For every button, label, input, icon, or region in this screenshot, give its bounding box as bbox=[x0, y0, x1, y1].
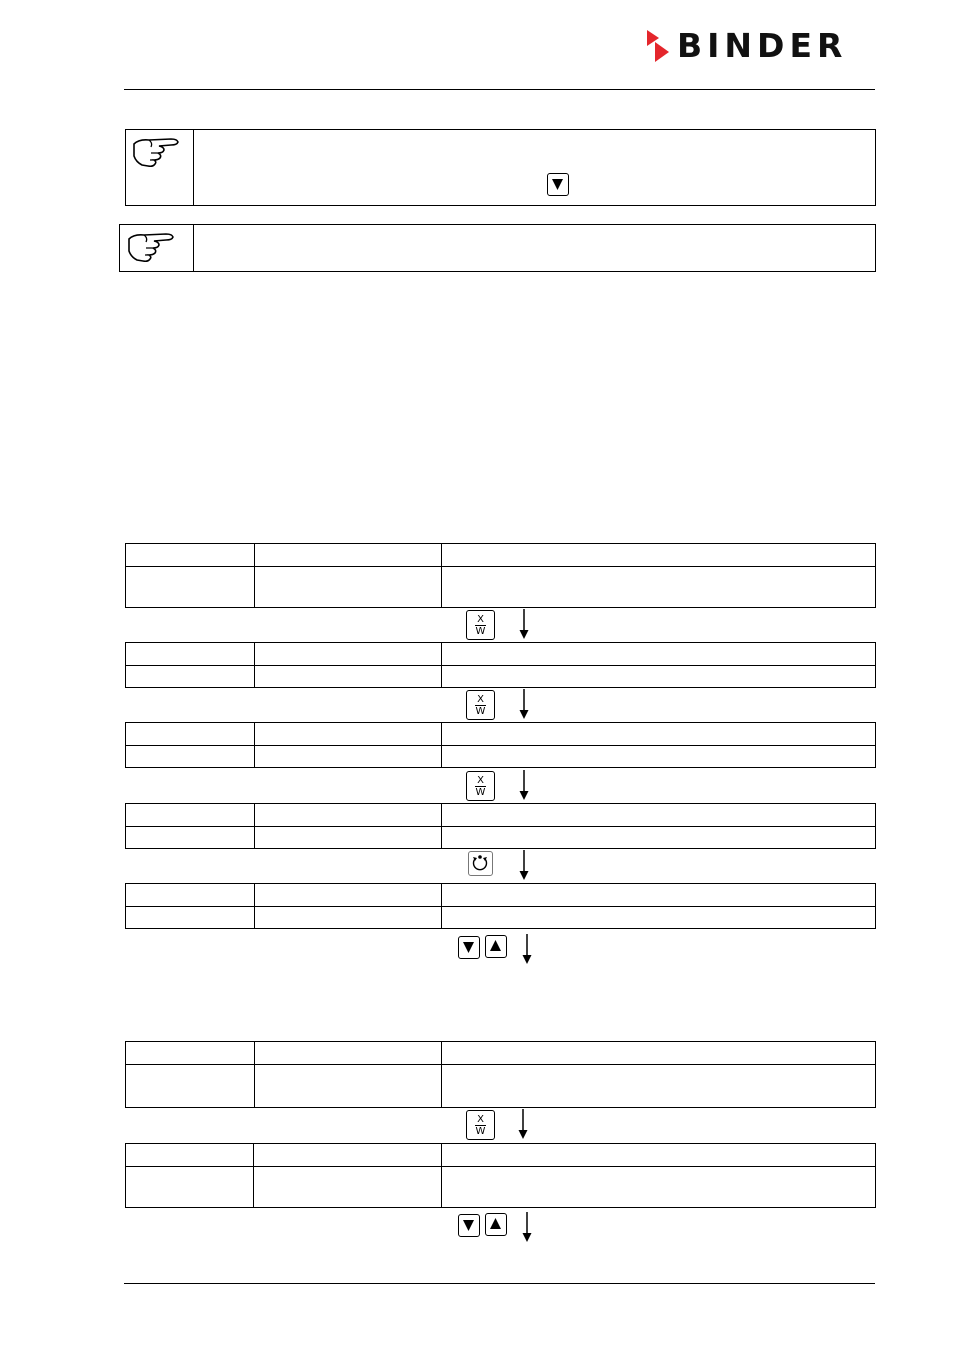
display-table bbox=[125, 1041, 876, 1108]
display-table bbox=[125, 543, 876, 608]
up-arrow-key bbox=[485, 935, 507, 958]
x-w-key: X W bbox=[466, 771, 495, 801]
note-box bbox=[119, 224, 876, 272]
down-triangle-icon bbox=[459, 937, 478, 957]
display-table bbox=[125, 883, 876, 929]
pointing-hand-icon bbox=[124, 229, 186, 267]
down-triangle-icon bbox=[459, 1215, 478, 1235]
down-arrow-icon bbox=[518, 608, 530, 640]
display-table bbox=[125, 722, 876, 768]
display-table bbox=[125, 803, 876, 849]
binder-logo-mark-icon bbox=[645, 28, 675, 66]
down-triangle-icon bbox=[548, 174, 567, 194]
down-arrow-key bbox=[547, 173, 569, 196]
x-w-key: X W bbox=[466, 1110, 495, 1140]
display-table bbox=[125, 642, 876, 688]
down-arrow-icon bbox=[517, 1108, 529, 1140]
down-arrow-key bbox=[458, 936, 480, 959]
binder-logo bbox=[645, 28, 877, 66]
up-arrow-key bbox=[485, 1213, 507, 1236]
pointing-hand-icon bbox=[131, 134, 189, 172]
note-box bbox=[125, 129, 876, 206]
down-arrow-icon bbox=[518, 769, 530, 801]
program-key bbox=[468, 851, 493, 876]
down-arrow-icon bbox=[521, 1211, 533, 1243]
cycle-icon bbox=[469, 852, 491, 874]
down-arrow-icon bbox=[518, 688, 530, 720]
up-triangle-icon bbox=[486, 936, 505, 956]
footer-rule bbox=[124, 1283, 875, 1284]
x-w-key: X W bbox=[466, 690, 495, 720]
x-w-key: X W bbox=[466, 610, 495, 640]
header-rule bbox=[124, 89, 875, 90]
down-arrow-icon bbox=[521, 933, 533, 965]
down-arrow-icon bbox=[518, 849, 530, 881]
display-table bbox=[125, 1143, 876, 1208]
brand-name: BINDER bbox=[677, 26, 848, 65]
up-triangle-icon bbox=[486, 1214, 505, 1234]
down-arrow-key bbox=[458, 1214, 480, 1237]
